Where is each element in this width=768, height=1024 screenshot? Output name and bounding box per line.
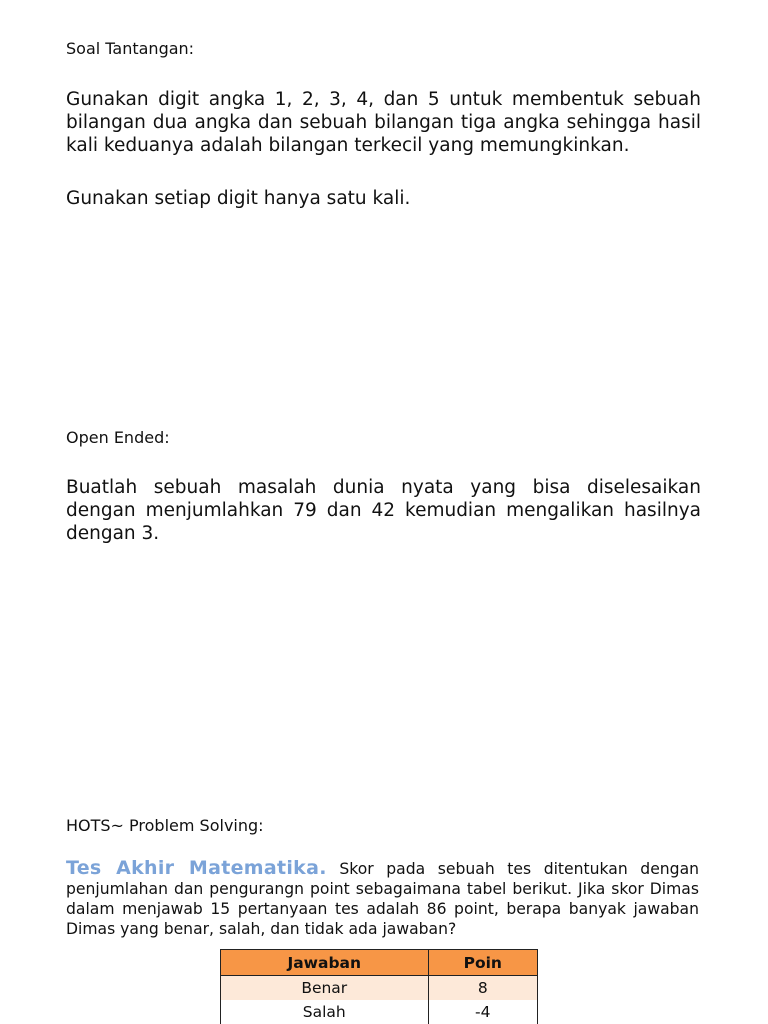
- score-table-header-answer: Jawaban: [221, 950, 429, 976]
- table-row: [221, 1000, 538, 1024]
- open-ended-heading: Open Ended:: [66, 428, 170, 447]
- hots-problem-body: Skor pada sebuah tes ditentukan dengan penjumlahan dan pengurangn point sebagaimana tabel berikut. Jika skor Dimas dalam menjawab 15 pertanyaan tes adalah 86 point, berapa banyak jawaban Dimas yang benar, salah, dan tidak ada jawaban?: [66, 860, 700, 938]
- challenge-heading: Soal Tantangan:: [66, 39, 195, 58]
- hots-problem-paragraph: [66, 858, 699, 939]
- score-table: [220, 949, 538, 1024]
- hots-heading: HOTS~ Problem Solving:: [66, 816, 264, 835]
- open-ended-paragraph: Buatlah sebuah masalah dunia nyata yang bisa diselesaikan dengan menjumlahkan 79 dan 42 kemudian mengalikan hasilnya dengan 3.: [66, 477, 701, 544]
- score-table-cell-answer: Salah: [221, 1000, 429, 1024]
- score-table-header-row: [221, 950, 538, 976]
- hots-problem-title: Tes Akhir Matematika.: [66, 857, 327, 879]
- table-row: [221, 976, 538, 1001]
- challenge-paragraph-2: Gunakan setiap digit hanya satu kali.: [66, 188, 411, 209]
- score-table-cell-points: -4: [428, 1000, 537, 1024]
- score-table-header-points: Poin: [428, 950, 537, 976]
- challenge-paragraph-1: Gunakan digit angka 1, 2, 3, 4, dan 5 untuk membentuk sebuah bilangan dua angka dan sebuah bilangan tiga angka sehingga hasil kali keduanya adalah bilangan terkecil yang memungkinkan.: [66, 89, 701, 156]
- score-table-cell-points: 8: [428, 976, 537, 1001]
- score-table-cell-answer: Benar: [221, 976, 429, 1001]
